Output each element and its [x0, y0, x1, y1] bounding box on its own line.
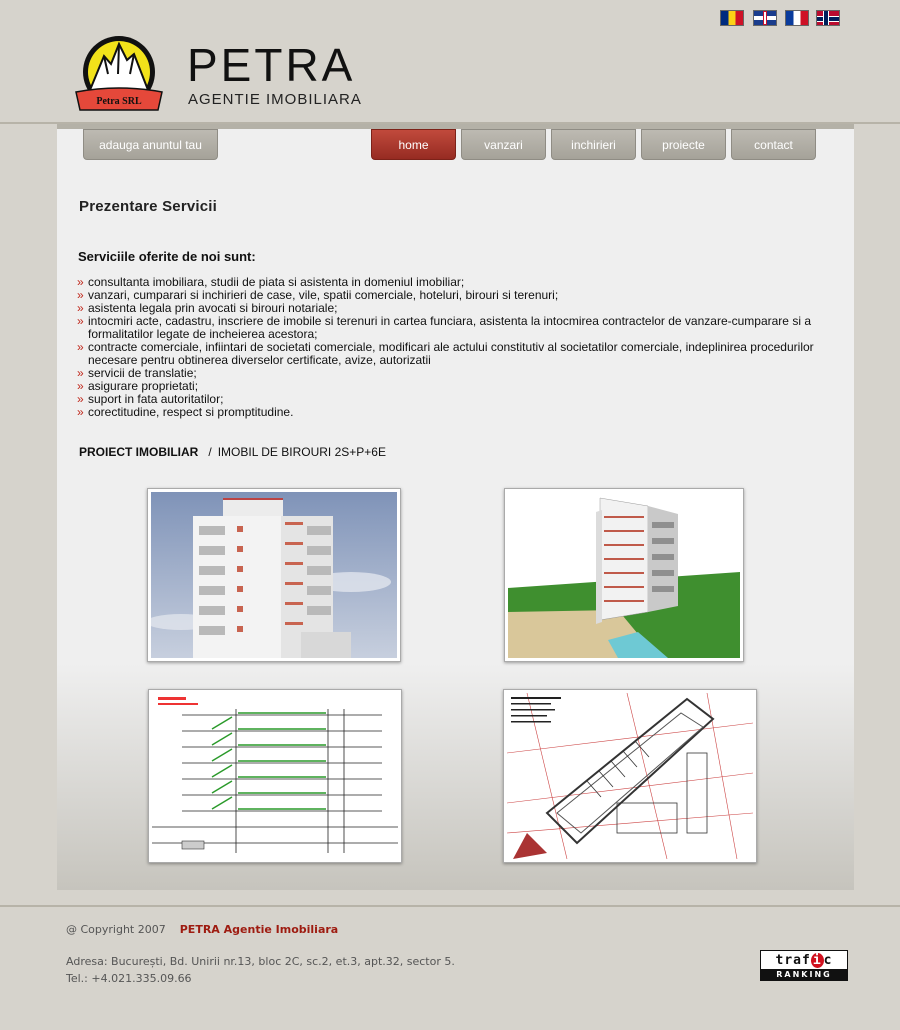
address-text: Adresa: București, Bd. Unirii nr.13, bloc 2C, sc.2, et.3, apt.32, sector 5. — [66, 955, 455, 968]
brand-subtitle: AGENTIE IMOBILIARA — [188, 91, 362, 108]
copyright-text: @ Copyright 2007 — [66, 923, 166, 936]
project-name: IMOBIL DE BIROURI 2S+P+6E — [217, 445, 386, 459]
project-image-floor-plan[interactable] — [503, 689, 757, 863]
nav-contact[interactable]: contact — [731, 129, 816, 160]
phone-text: Tel.: +4.021.335.09.66 — [66, 972, 192, 985]
add-listing-button[interactable]: adauga anuntul tau — [83, 129, 218, 160]
content-panel — [57, 124, 854, 890]
romanian-flag-icon[interactable] — [720, 10, 744, 26]
list-item: » asigurare proprietati; — [77, 379, 199, 393]
list-item: » intocmiri acte, cadastru, inscriere de imobile si terenuri in cartea funciara, asistenta la intocmirea contractelor de vanzare-cumparare si a formalitatilor legate de incheierea acestora; — [77, 314, 811, 341]
contact-info — [66, 953, 455, 987]
bullet-icon: » — [77, 366, 84, 380]
list-item: » servicii de translatie; — [77, 366, 197, 380]
services-list — [77, 276, 837, 419]
uk-flag-icon[interactable] — [753, 10, 777, 26]
logo[interactable] — [74, 34, 164, 112]
site-footer — [0, 907, 900, 1030]
bullet-icon: » — [77, 379, 84, 393]
bullet-icon: » — [77, 405, 84, 419]
nav-vanzari[interactable]: vanzari — [461, 129, 546, 160]
bullet-icon: » — [77, 301, 84, 315]
logo-text: Petra SRL — [96, 96, 142, 107]
nav-home[interactable]: home — [371, 129, 456, 160]
copyright — [66, 923, 338, 936]
bullet-icon: » — [77, 288, 84, 302]
project-image-section-drawing[interactable] — [148, 689, 402, 863]
project-image-3d-render[interactable] — [504, 488, 744, 662]
list-item: » vanzari, cumparari si inchirieri de case, vile, spatii comerciale, hoteluri, birouri si terenuri; — [77, 288, 559, 302]
traffic-ranking-badge[interactable] — [760, 950, 848, 981]
bullet-icon: » — [77, 314, 84, 328]
traffic-badge-title: traf i c — [775, 953, 833, 968]
brand-name: PETRA — [187, 39, 356, 91]
list-item: » contracte comerciale, infiintari de societati comerciale, modificari ale actului constitutiv al societatilor comerciale, indeplinirea procedurilor necesare pentru obtinerea diverselor certificate, avize, autorizatii — [77, 340, 814, 367]
list-item: » corectitudine, respect si promptitudine. — [77, 405, 294, 419]
project-heading — [79, 445, 386, 459]
nav-proiecte[interactable]: proiecte — [641, 129, 726, 160]
french-flag-icon[interactable] — [785, 10, 809, 26]
project-label: PROIECT IMOBILIAR — [79, 445, 199, 459]
norwegian-flag-icon[interactable] — [816, 10, 840, 26]
services-heading: Serviciile oferite de noi sunt: — [78, 249, 256, 264]
page-title: Prezentare Servicii — [79, 198, 218, 215]
list-item: » consultanta imobiliara, studii de piata si asistenta in domeniul imobiliar; — [77, 275, 465, 289]
list-item: » suport in fata autoritatilor; — [77, 392, 224, 406]
bullet-icon: » — [77, 275, 84, 289]
project-separator: / — [208, 445, 212, 459]
nav-inchirieri[interactable]: inchirieri — [551, 129, 636, 160]
company-link[interactable]: PETRA Agentie Imobiliara — [179, 923, 339, 936]
traffic-badge-subtitle: RANKING — [761, 969, 847, 980]
project-image-facade[interactable] — [147, 488, 401, 662]
site-header — [0, 0, 900, 122]
bullet-icon: » — [77, 340, 84, 354]
bullet-icon: » — [77, 392, 84, 406]
list-item: » asistenta legala prin avocati si birouri notariale; — [77, 301, 338, 315]
